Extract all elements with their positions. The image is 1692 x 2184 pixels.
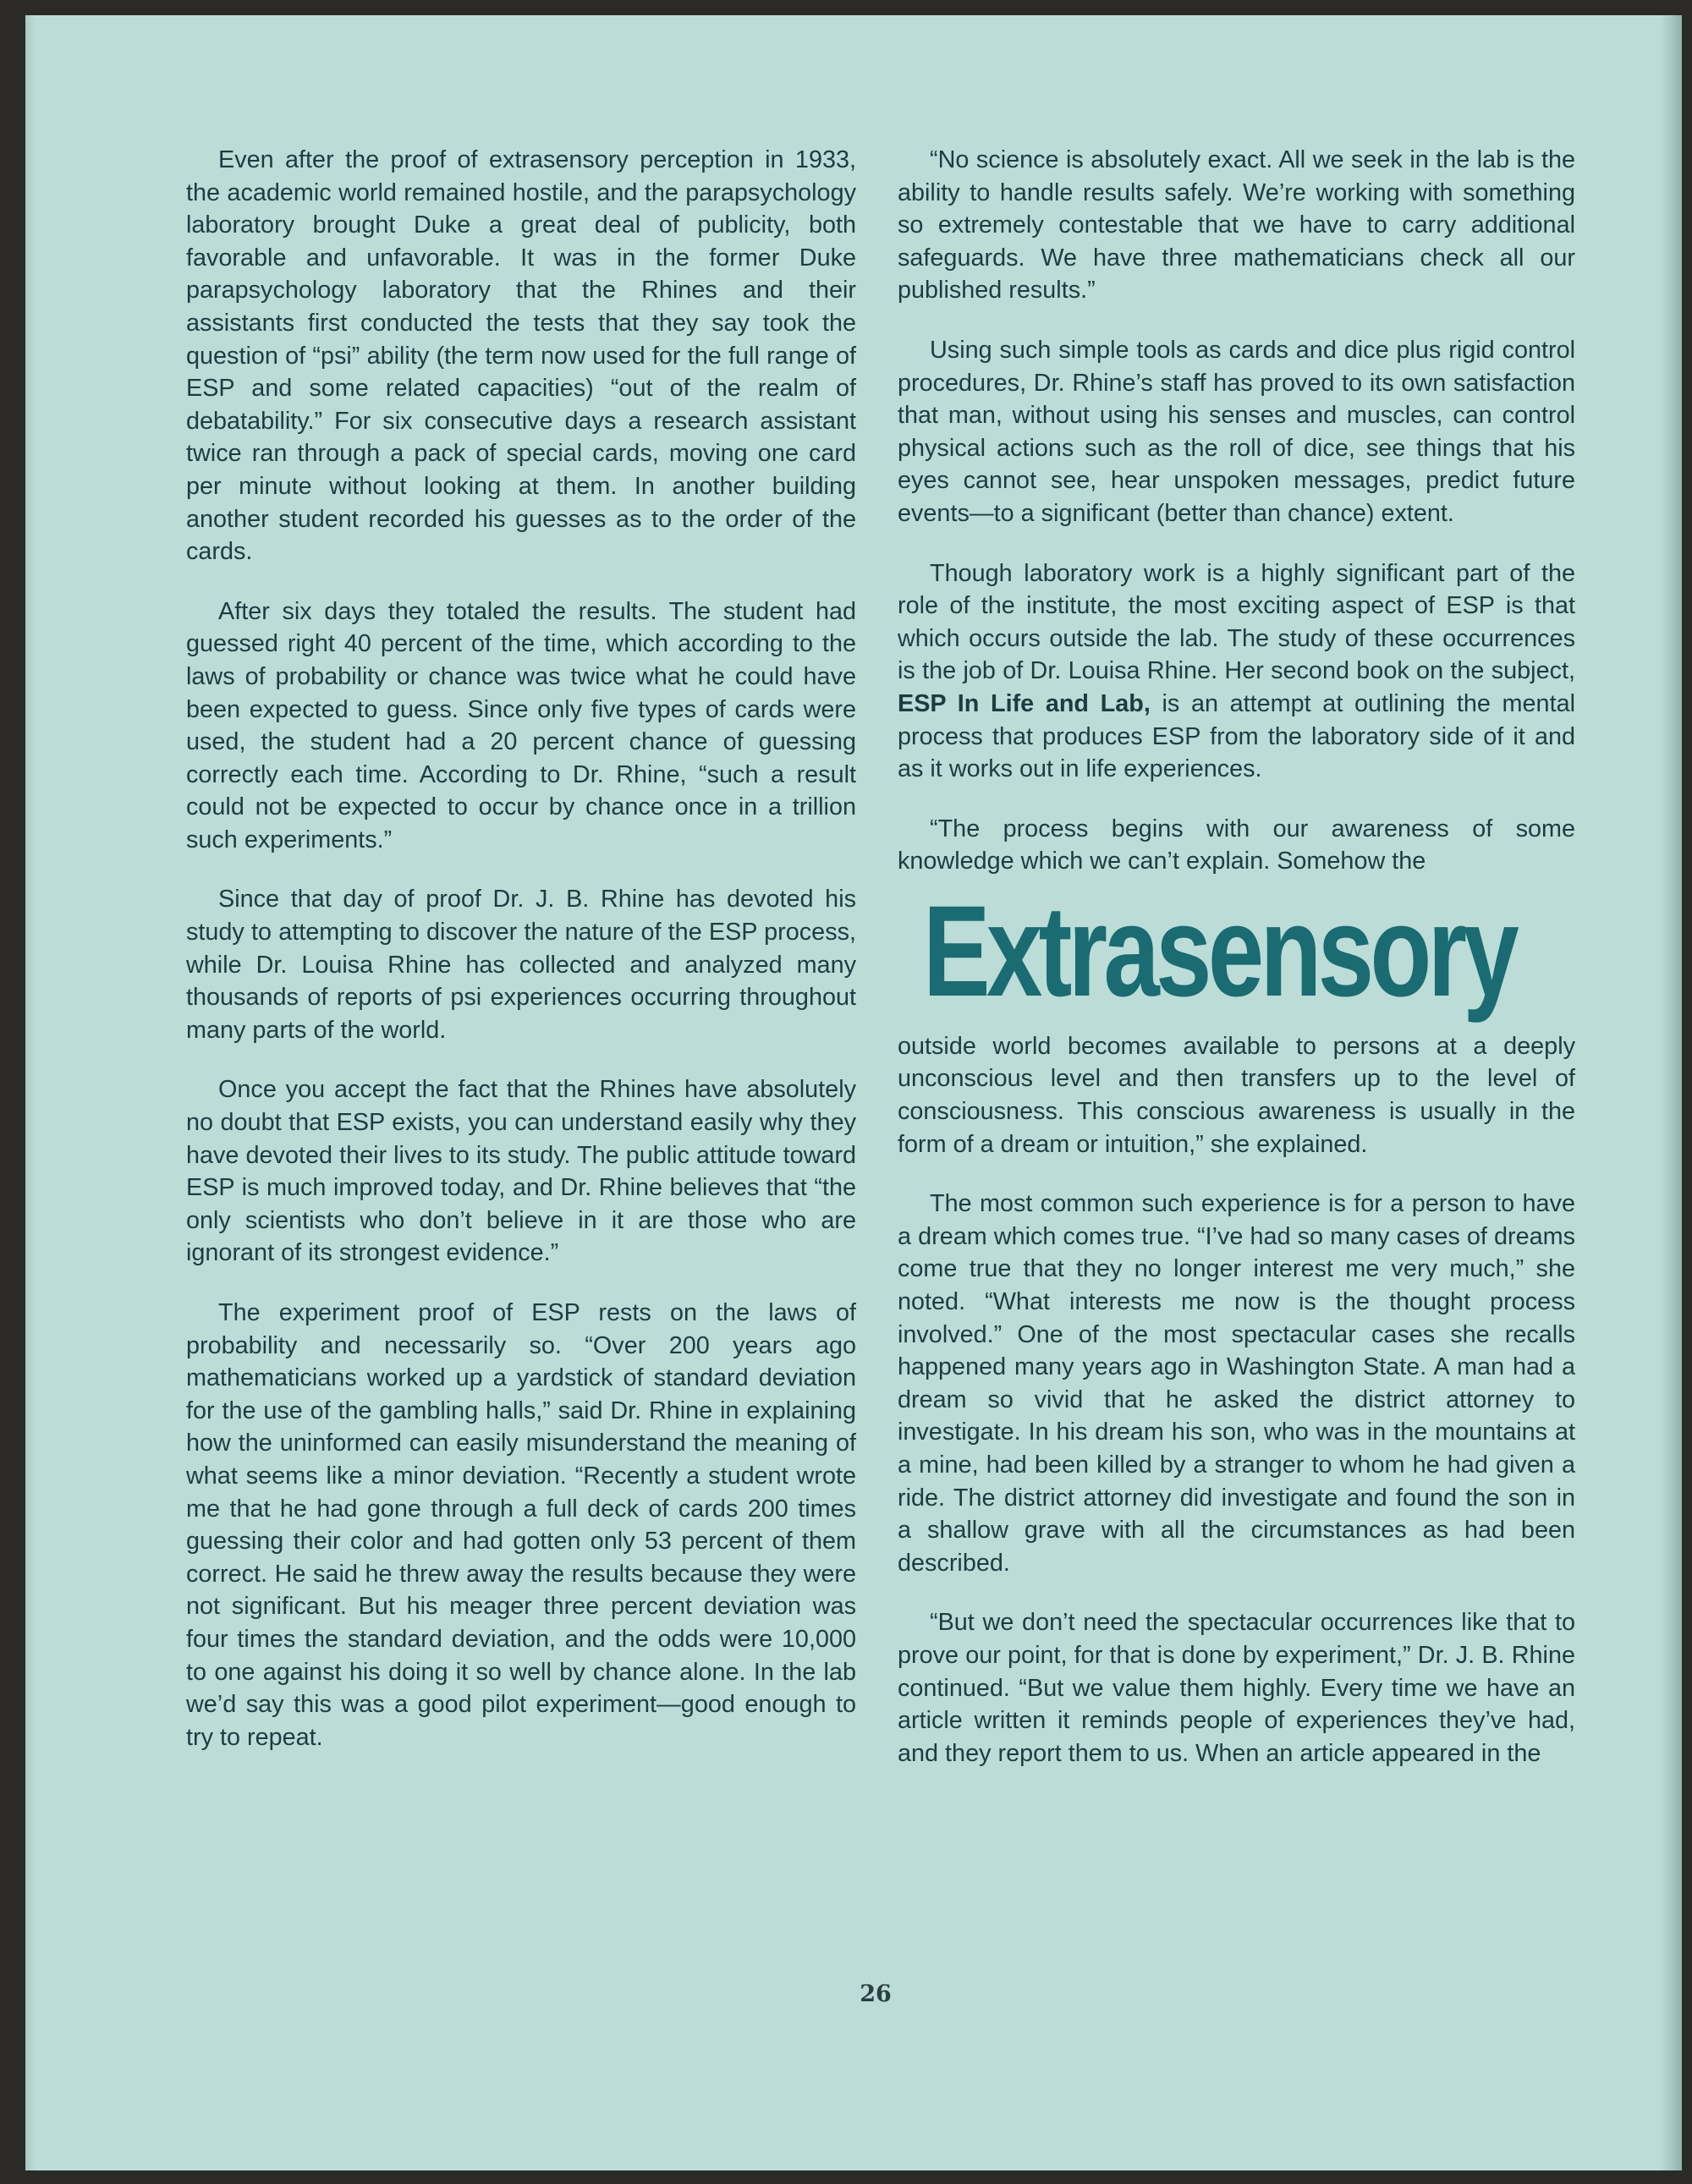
left-paragraph-1: Even after the proof of extrasensory perception in 1933, the academic world remained hostile, and the parapsychology laboratory brought Duke a great deal of publicity, both favorable and unfavorable. It was in the former Duke parapsychology laboratory that the Rhines and their assistants first conducted the tests that they say took the question of “psi” ability (the term now used for the full range of ESP and some related capacities) “out of the realm of debatability.” For six consecutive days a research assistant twice ran through a pack of special cards, moving one card per minute without looking at them. In another building another student recorded his guesses as to the order of the cards. — [186, 146, 856, 566]
left-paragraph-5: The experiment proof of ESP rests on the laws of probability and necessarily so. “Over 200 years ago mathematicians worked up a yardstick of standard deviation for the use of the gambling halls,” said Dr. Rhine in explaining how the uninformed can easily misunderstand the meaning of what seems like a minor deviation. “Recently a student wrote me that he had gone through a full deck of cards 200 times guessing their color and had gotten only 53 percent of them correct. He said he threw away the results because they were not significant. But his meager three percent deviation was four times the standard deviation, and the odds were 10,000 to one against his doing it so well by chance alone. In the lab we’d say this was a good pilot experiment—good enough to try to repeat. — [186, 1299, 856, 1751]
right-paragraph-4: “The process begins with our awareness of some knowledge which we can’t explain. Somehow the — [898, 815, 1575, 875]
book-title: ESP In Life and Lab, — [898, 689, 1151, 717]
left-paragraph-4: Once you accept the fact that the Rhines have absolutely no doubt that ESP exists, you can understand easily why they have devoted their lives to its study. The public attitude toward ESP is much improved today, and Dr. Rhine believes that “the only scientists who don’t believe in it are those who are ignorant of its strongest evidence.” — [186, 1076, 856, 1267]
right-paragraph-7: “But we don’t need the spectacular occurrences like that to prove our point, for that is done by experiment,” Dr. J. B. Rhine continued. “But we value them highly. Every time we have an article written it reminds people of experiences they’ve had, and they report them to us. When an article appeared in the — [898, 1609, 1575, 1767]
page-binding-edge — [25, 15, 36, 2170]
right-paragraph-2: Using such simple tools as cards and dice plus rigid control procedures, Dr. Rhine’s staff has proved to its own satisfaction that man, without using his senses and muscles, can control physical actions such as the roll of dice, see things that his eyes cannot see, hear unspoken messages, predict future events—to a significant (better than chance) extent. — [898, 336, 1575, 527]
right-column — [898, 144, 1575, 1797]
left-paragraph-2: After six days they totaled the results. The student had guessed right 40 percent of the time, which according to the laws of probability or chance was twice what he could have been expected to guess. Since only five types of cards were used, the student had a 20 percent chance of guessing correctly each time. According to Dr. Rhine, “such a result could not be expected to occur by chance once in a trillion such experiments.” — [186, 597, 856, 853]
left-paragraph-3: Since that day of proof Dr. J. B. Rhine has devoted his study to attempting to discover the nature of the ESP process, while Dr. Louisa Rhine has collected and analyzed many thousands of reports of psi experiences occurring throughout many parts of the world. — [186, 886, 856, 1044]
magazine-page — [25, 15, 1682, 2170]
right-paragraph-5: outside world becomes available to persons at a deeply unconscious level and then transfers up to the level of consciousness. This conscious awareness is usually in the form of a dream or intuition,” she explained. — [898, 1032, 1575, 1158]
right-paragraph-3 — [898, 557, 1575, 786]
right-paragraph-1: “No science is absolutely exact. All we seek in the lab is the ability to handle results safely. We’re working with something so extremely contestable that we have to carry additional safeguards. We have three mathematicians check all our published results.” — [898, 146, 1575, 305]
left-column — [186, 144, 856, 1781]
page-number: 26 — [860, 1981, 892, 2007]
right-paragraph-3-before: Though laboratory work is a highly significant part of the role of the institute, the most exciting aspect of ESP is that which occurs outside the lab. The study of these occurrences is the job of Dr. Louisa Rhine. Her second book on the subject, — [898, 559, 1575, 685]
right-paragraph-6: The most common such experience is for a person to have a dream which comes true. “I’ve had so many cases of dreams come true that they no longer interest me very much,” she noted. “What interests me now is the thought process involved.” One of the most spectacular cases she recalls happened many years ago in Washington State. A man had a dream so vivid that he asked the district attorney to investigate. In his dream his son, who was in the mountains at a mine, had been killed by a stranger to whom he had given a ride. The district attorney did investigate and found the son in a shallow grave with all the circumstances as had been described. — [898, 1190, 1575, 1577]
article-headline: Extrasensory — [923, 878, 1516, 1023]
right-paragraph-3-after: is an attempt at outlining the mental process that produces ESP from the laboratory side of it and as it works out in life experiences. — [898, 689, 1575, 783]
page-fold-shadow — [1660, 15, 1682, 2170]
